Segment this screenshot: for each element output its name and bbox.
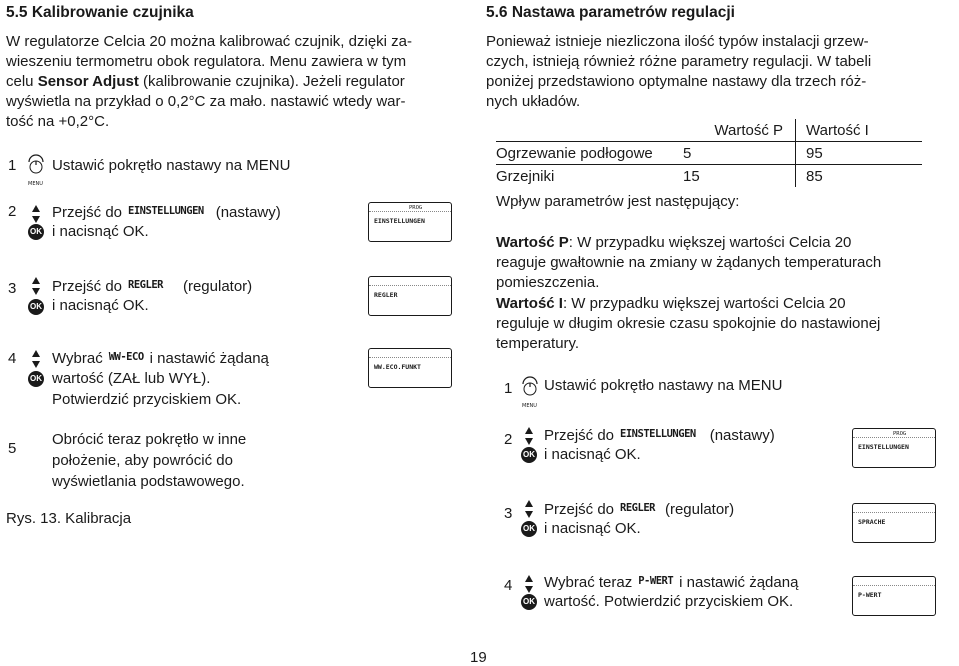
step-4-line3: Potwierdzić przyciskiem OK.	[52, 391, 242, 408]
lcd-menu-text: REGLER	[620, 502, 655, 514]
dial-knob-icon	[26, 154, 46, 180]
table-header-row	[496, 119, 922, 142]
right-step-4-line2: wartość. Potwierdzić przyciskiem OK.	[544, 593, 794, 610]
step-number: 4	[8, 350, 17, 367]
header-i-value: Wartość I	[806, 121, 869, 139]
lcd-display: WW.ECO.FUNKT	[368, 348, 452, 388]
step-number: 5	[8, 440, 17, 457]
calibration-intro: W regulatorze Celcia 20 można kalibrować czujnik, dzięki za- wieszeniu termometru obok regulatora. Menu zawiera w tym celu Sensor Adjust (kalibrowanie czujnika). Jeżeli regulator wyświetla na przykład o 0,2°C za mało. nastawić wtedy war- tość na +0,2°C.	[6, 33, 412, 130]
lcd-menu-text: P-WERT	[638, 575, 674, 587]
step-2-text: Przejść do EINSTELLUNGEN (nastawy)	[52, 201, 281, 223]
ok-button-icon: OK	[28, 371, 44, 387]
table-row: Ogrzewanie podłogowe 5 95	[496, 142, 922, 165]
step-number: 1	[8, 157, 17, 174]
influence-heading: Wpływ parametrów jest następujący:	[496, 193, 740, 210]
knob-menu-label: MENU	[522, 403, 537, 409]
dial-knob-icon	[520, 376, 540, 402]
figure-caption: Rys. 13. Kalibracja	[6, 510, 132, 527]
step-1-text: Ustawić pokrętło nastawy na MENU	[52, 157, 291, 174]
step-5-line2: położenie, aby powrócić do	[52, 452, 233, 469]
section-title-5-6: 5.6 Nastawa parametrów regulacji	[486, 4, 735, 21]
step-3-text: Przejść do REGLER (regulator)	[52, 275, 252, 297]
right-step-4-text: Wybrać teraz P-WERT i nastawić żądaną	[544, 571, 798, 593]
step-number: 2	[8, 203, 17, 220]
i-value-description: Wartość I: W przypadku większej wartości Celcia 20 reguluje w długim okresie czasu spokojnie do nastawionej temperatury.	[496, 295, 881, 352]
up-down-arrows-icon	[524, 427, 534, 445]
ok-button-icon: OK	[521, 521, 537, 537]
knob-menu-label: MENU	[28, 181, 43, 187]
up-down-arrows-icon	[31, 277, 41, 295]
step-4-text: Wybrać WW-ECO i nastawić żądaną	[52, 347, 269, 369]
step-2-line2: i nacisnąć OK.	[52, 223, 149, 240]
lcd-display: REGLER	[368, 276, 452, 316]
up-down-arrows-icon	[31, 350, 41, 368]
lcd-display: PROG EINSTELLUNGEN	[852, 428, 936, 468]
lcd-menu-text: EINSTELLUNGEN	[128, 205, 204, 217]
lcd-menu-text: WW-ECO	[108, 351, 144, 363]
section-title-5-5: 5.5 Kalibrowanie czujnika	[6, 4, 194, 21]
right-step-1-text: Ustawić pokrętło nastawy na MENU	[544, 377, 783, 394]
up-down-arrows-icon	[524, 575, 534, 593]
right-step-2-text: Przejść do EINSTELLUNGEN (nastawy)	[544, 424, 775, 446]
ok-button-icon: OK	[521, 594, 537, 610]
step-5-line1: Obrócić teraz pokrętło w inne	[52, 431, 247, 448]
step-number: 4	[504, 577, 513, 594]
parameters-table	[496, 119, 922, 187]
page-number: 19	[470, 649, 487, 666]
header-p-value: Wartość P	[677, 119, 796, 142]
lcd-menu-text: REGLER	[128, 279, 163, 291]
step-number: 3	[504, 505, 513, 522]
lcd-display: SPRACHE	[852, 503, 936, 543]
step-number: 2	[504, 431, 513, 448]
ok-button-icon: OK	[28, 224, 44, 240]
right-step-2-line2: i nacisnąć OK.	[544, 446, 641, 463]
lcd-display: P-WERT	[852, 576, 936, 616]
right-step-3-text: Przejść do REGLER (regulator)	[544, 498, 734, 520]
ok-button-icon: OK	[28, 299, 44, 315]
p-value-description: Wartość P: W przypadku większej wartości Celcia 20 reaguje gwałtownie na zmiany w żądanych temperaturach pomieszczenia.	[496, 234, 882, 291]
up-down-arrows-icon	[524, 500, 534, 518]
step-4-line2: wartość (ZAŁ lub WYŁ).	[52, 370, 211, 387]
step-number: 3	[8, 280, 17, 297]
table-row: Grzejniki 15 85	[496, 165, 922, 188]
up-down-arrows-icon	[31, 205, 41, 223]
step-number: 1	[504, 380, 513, 397]
ok-button-icon: OK	[521, 447, 537, 463]
lcd-display: PROG EINSTELLUNGEN	[368, 202, 452, 242]
lcd-menu-text: EINSTELLUNGEN	[620, 428, 696, 440]
right-step-3-line2: i nacisnąć OK.	[544, 520, 641, 537]
step-3-line2: i nacisnąć OK.	[52, 297, 149, 314]
step-5-line3: wyświetlania podstawowego.	[52, 473, 245, 490]
regulation-intro: Ponieważ istnieje niezliczona ilość typów instalacji grzew- czych, istnieją również różne parametry regulacji. W tabeli poniżej przedstawiono optymalne nastawy dla trzech róż- nych układów.	[486, 33, 872, 110]
